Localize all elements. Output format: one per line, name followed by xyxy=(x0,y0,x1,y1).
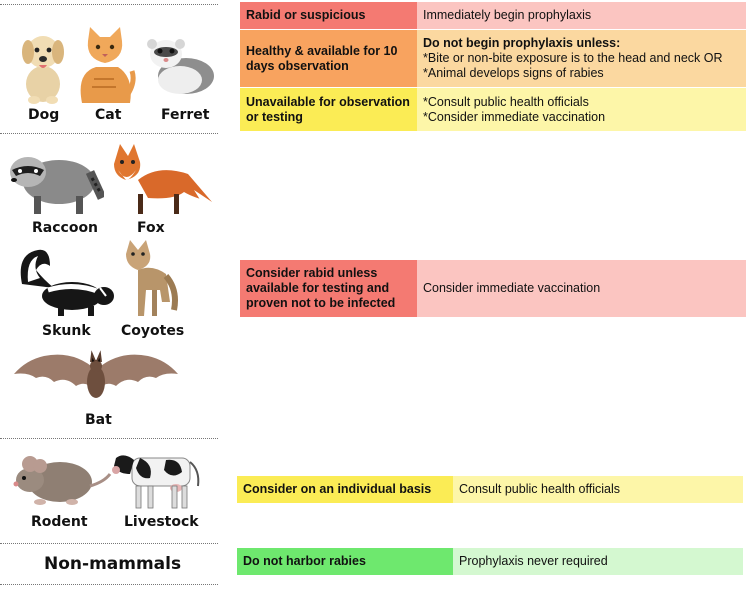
rodent-image xyxy=(10,446,112,510)
skunk-image xyxy=(14,244,116,318)
action-cell xyxy=(453,476,743,504)
action-text: Immediately begin prophylaxis xyxy=(423,8,592,22)
livestock-label: Livestock xyxy=(124,514,199,530)
status-text: Unavailable for observation or testing xyxy=(246,94,410,124)
status-text: Healthy & available for 10 days observation xyxy=(246,43,398,73)
status-text: Rabid or suspicious xyxy=(246,8,366,22)
status-text: Consider rabid unless available for testing and proven not to be infected xyxy=(246,266,396,310)
section-divider xyxy=(0,4,218,5)
action-text: Prophylaxis never required xyxy=(459,554,608,568)
raccoon-image xyxy=(4,138,104,218)
action-title: Do not begin prophylaxis unless: xyxy=(423,36,621,50)
cat-image xyxy=(74,27,136,105)
action-text: *Consult public health officials xyxy=(423,94,589,109)
ferret-label: Ferret xyxy=(161,107,210,123)
status-cell xyxy=(240,88,417,132)
bat-image xyxy=(14,350,178,408)
raccoon-label: Raccoon xyxy=(32,220,99,236)
fox-label: Fox xyxy=(137,220,165,236)
status-text: Do not harbor rabies xyxy=(243,554,366,568)
non-mammals-label: Non-mammals xyxy=(44,554,182,574)
dog-image xyxy=(18,28,68,104)
bat-label: Bat xyxy=(85,412,112,428)
status-cell xyxy=(240,2,417,30)
fox-image xyxy=(108,140,216,216)
action-text: Consult public health officials xyxy=(459,482,620,496)
section-divider xyxy=(0,438,218,439)
action-text: Consider immediate vaccination xyxy=(423,281,601,295)
coyote-image xyxy=(122,240,180,318)
action-cell xyxy=(417,88,746,132)
cat-label: Cat xyxy=(95,107,122,123)
section-divider xyxy=(0,543,218,544)
dog-label: Dog xyxy=(28,107,60,123)
livestock-image xyxy=(110,446,206,510)
skunk-label: Skunk xyxy=(42,323,91,339)
status-cell xyxy=(240,260,417,318)
action-cell xyxy=(417,30,746,88)
section-divider xyxy=(0,133,218,134)
ferret-image xyxy=(140,30,216,98)
status-cell xyxy=(237,548,453,576)
action-cell xyxy=(453,548,743,576)
action-cell xyxy=(417,2,746,30)
action-text: *Consider immediate vaccination xyxy=(423,109,606,124)
section-divider xyxy=(0,584,218,585)
action-text: *Bite or non-bite exposure is to the head and neck OR xyxy=(423,51,723,65)
rodent-label: Rodent xyxy=(31,514,88,530)
status-text: Consider on an individual basis xyxy=(243,482,432,496)
coyotes-label: Coyotes xyxy=(121,323,185,339)
action-text: *Animal develops signs of rabies xyxy=(423,66,604,80)
status-cell xyxy=(237,476,453,504)
status-cell xyxy=(240,30,417,88)
action-cell xyxy=(417,260,746,318)
